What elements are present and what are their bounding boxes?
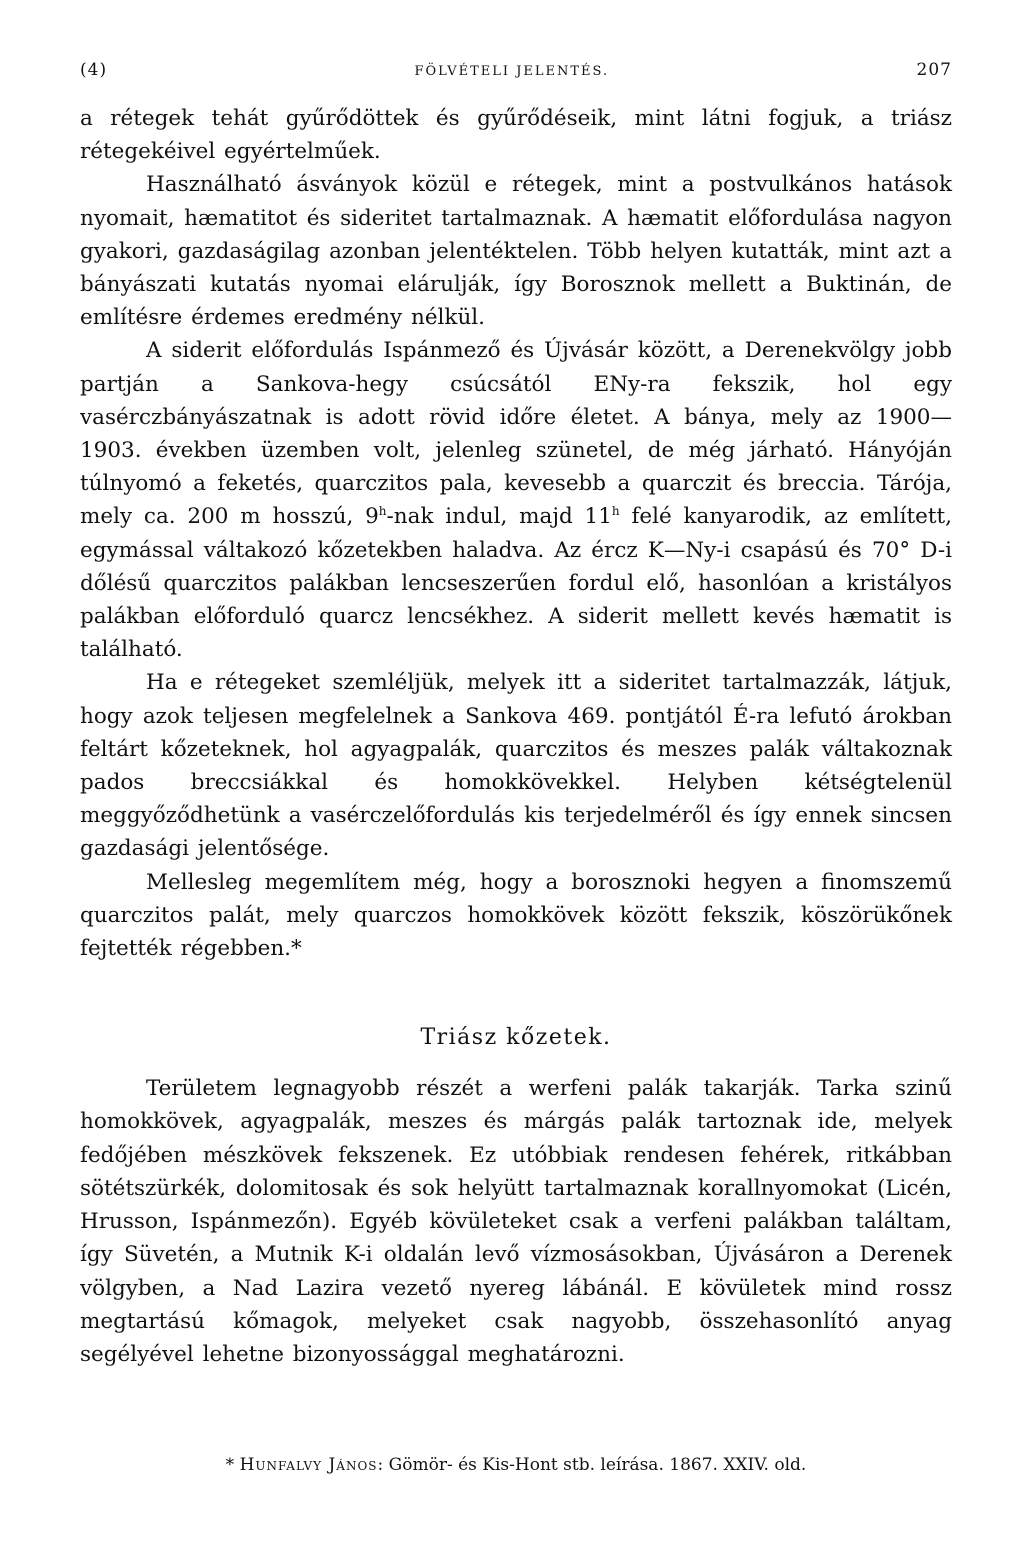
hour-superscript: h bbox=[378, 504, 387, 519]
paragraph: a rétegek tehát gyűrődöttek és gyűrődéseik, mint látni fogjuk, a triász rétegekéivel egyértelműek. bbox=[80, 106, 952, 165]
paragraph: Ha e rétegeket szemléljük, melyek itt a sideritet tartalmazzák, látjuk, hogy azok teljesen megfelelnek a Sankova 469. pontjától É-ra lefutó árokban feltárt kőzeteknek, hol agyagpalák, quarczitos és meszes palák váltakoznak pados breccsiákkal és homokkövekkel. Helyben kétségtelenül meggyőződhetünk a vasérczelőfordulás kis terjedelméről és így ennek sincsen gazdasági jelentősége. bbox=[80, 670, 952, 862]
running-title: FÖLVÉTELI JELENTÉS. bbox=[414, 64, 610, 79]
section-title: Triász kőzetek. bbox=[420, 1025, 612, 1051]
footnote-reference: * bbox=[291, 936, 302, 962]
page bbox=[80, 60, 952, 1371]
paragraph-text: A siderit előfordulás Ispánmező és Újvásár között, a Derenekvölgy jobb partján a Sankova-hegy csúcsától ENy-ra fekszik, hol egy vasérczbányászatnak is adott rövid időre életet. A bánya, mely az 1900—1903. években üzemben volt, jelenleg szünetel, de még járható. Hányóján túlnyomó a feketés, quarczitos pala, kevesebb a quarczit és breccia. Tárója, mely ca. 200 m hosszú, 9 bbox=[80, 338, 952, 530]
page-number: 207 bbox=[916, 60, 952, 80]
hour-superscript: h bbox=[611, 504, 620, 519]
chapter-number: (4) bbox=[80, 60, 108, 80]
paragraph-text: felé kanyarodik, az említett, egymással váltakozó kőzetekben haladva. Az ércz K—Ny-i csapású és 70° D-i dőlésű quarczitos palákban lencseszerűen fordul elő, hasonlóan a kristályos palákban előforduló quarcz lencsékhez. A siderit mellett kevés hæmatit is található. bbox=[80, 504, 952, 663]
footnote-author: Hunfalvy János bbox=[239, 1455, 378, 1475]
body-text bbox=[80, 102, 952, 1371]
paragraph bbox=[80, 334, 952, 666]
paragraph-text: Mellesleg megemlítem még, hogy a borosznoki hegyen a finomszemű quarczitos palát, mely quarczos homokkövek között fekszik, köszörükőnek fejtették régebben. bbox=[80, 869, 952, 962]
page-header bbox=[80, 60, 952, 88]
paragraph bbox=[80, 866, 952, 966]
footnote-text: : Gömör- és Kis-Hont stb. leírása. 1867. XXIV. old. bbox=[377, 1455, 807, 1475]
footnote-mark: * bbox=[225, 1455, 235, 1475]
paragraph: Használható ásványok közül e rétegek, mint a postvulkános hatások nyomait, hæmatitot és sideritet tartalmaznak. A hæmatit előfordulása nagyon gyakori, gazdaságilag azonban jelentéktelen. Több helyen kutatták, mint azt a bányászati kutatás nyomai elárulják, így Borosznok mellett a Buktinán, de említésre érdemes eredmény nélkül. bbox=[80, 172, 952, 331]
footnote bbox=[80, 1452, 952, 1478]
paragraph: Területem legnagyobb részét a werfeni palák takarják. Tarka szinű homokkövek, agyagpalák, meszes és márgás palák tartoznak ide, melyek fedőjében mészkövek fekszenek. Ez utóbbiak rendesen fehérek, ritkábban sötétszürkék, dolomitosak és sok helyütt tartalmaznak korallnyomokat (Licén, Hrusson, Ispánmezőn). Egyéb kövületeket csak a verfeni palákban találtam, így Süvetén, a Mutnik K-i oldalán levő vízmosásokban, Újvásáron a Derenek völgyben, a Nad Lazira vezető nyereg lábánál. E kövületek mind rossz megtartású kőmagok, melyeket csak nagyobb, összehasonlító anyag segélyével lehetne bizonyossággal meghatározni. bbox=[80, 1076, 952, 1367]
paragraph-text: -nak indul, majd 11 bbox=[386, 504, 612, 530]
